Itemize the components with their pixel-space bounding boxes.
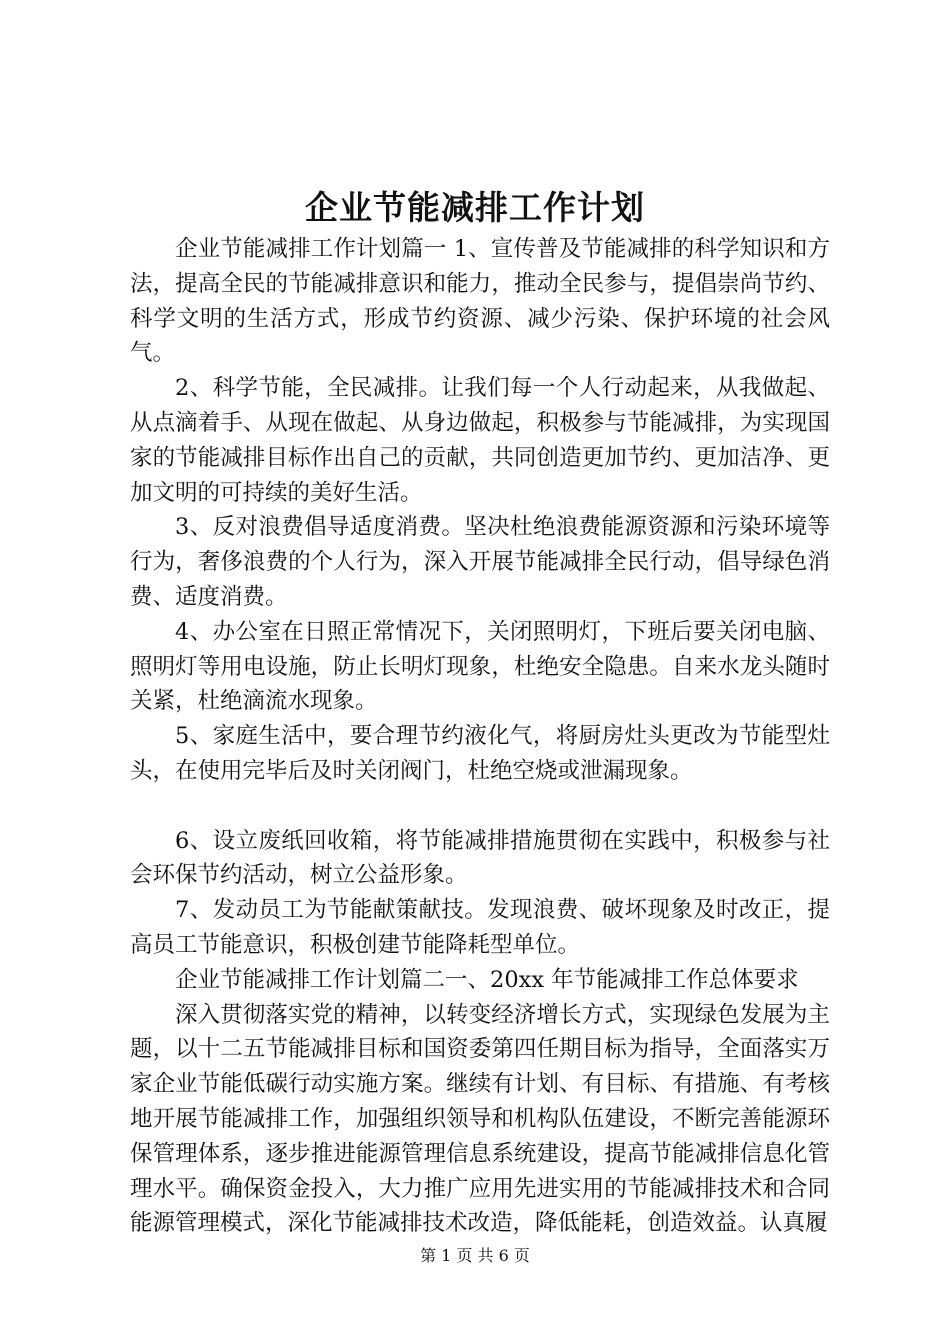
paragraph-5: 5、家庭生活中，要合理节约液化气，将厨房灶头更改为节能型灶头，在使用完毕后及时关闭阀门，杜绝空烧或泄漏现象。	[130, 723, 830, 784]
page-footer: 第 1 页 共 6 页	[420, 1246, 530, 1265]
paragraph-9: 深入贯彻落实党的精神，以转变经济增长方式，实现绿色发展为主题，以十二五节能减排目标和国资委第四任期目标为指导，全面落实万家企业节能低碳行动实施方案。继续有计划、有目标、有措施、有考核地开展节能减排工作，加强组织领导和机构队伍建设，不断完善能源环保管理体系，逐步推进能源管理信息系统建设，提高节能减排信息化管理水平。确保资金投入，大力推广应用先进实用的节能减排技术和合同能源管理模式，深化节能减排技术改造，降低能耗，创造效益。认真履	[130, 1001, 830, 1237]
document-body	[130, 232, 830, 1241]
paragraph-2: 2、科学节能，全民减排。让我们每一个人行动起来，从我做起、从点滴着手、从现在做起、从身边做起，积极参与节能减排，为实现国家的节能减排目标作出自己的贡献，共同创造更加节约、更加洁净、更加文明的可持续的美好生活。	[130, 375, 830, 506]
paragraph-7: 7、发动员工为节能献策献技。发现浪费、破坏现象及时改正，提高员工节能意识，积极创建节能降耗型单位。	[130, 897, 830, 958]
paragraph-1: 企业节能减排工作计划篇一 1、宣传普及节能减排的科学知识和方法，提高全民的节能减排意识和能力，推动全民参与，提倡崇尚节约、科学文明的生活方式，形成节约资源、减少污染、保护环境的社会风气。	[130, 236, 830, 367]
paragraph-4: 4、办公室在日照正常情况下，关闭照明灯，下班后要关闭电脑、照明灯等用电设施，防止长明灯现象，杜绝安全隐患。自来水龙头随时关紧，杜绝滴流水现象。	[130, 618, 830, 715]
paragraph-6: 6、设立废纸回收箱，将节能减排措施贯彻在实践中，积极参与社会环保节约活动，树立公益形象。	[130, 827, 830, 889]
document-title: 企业节能减排工作计划	[305, 188, 645, 227]
paragraph-8: 企业节能减排工作计划篇二一、20xx 年节能减排工作总体要求	[175, 966, 799, 993]
paragraph-3: 3、反对浪费倡导适度消费。坚决杜绝浪费能源资源和污染环境等行为，奢侈浪费的个人行为，深入开展节能减排全民行动，倡导绿色消费、适度消费。	[130, 514, 830, 610]
blank-line	[130, 789, 830, 824]
